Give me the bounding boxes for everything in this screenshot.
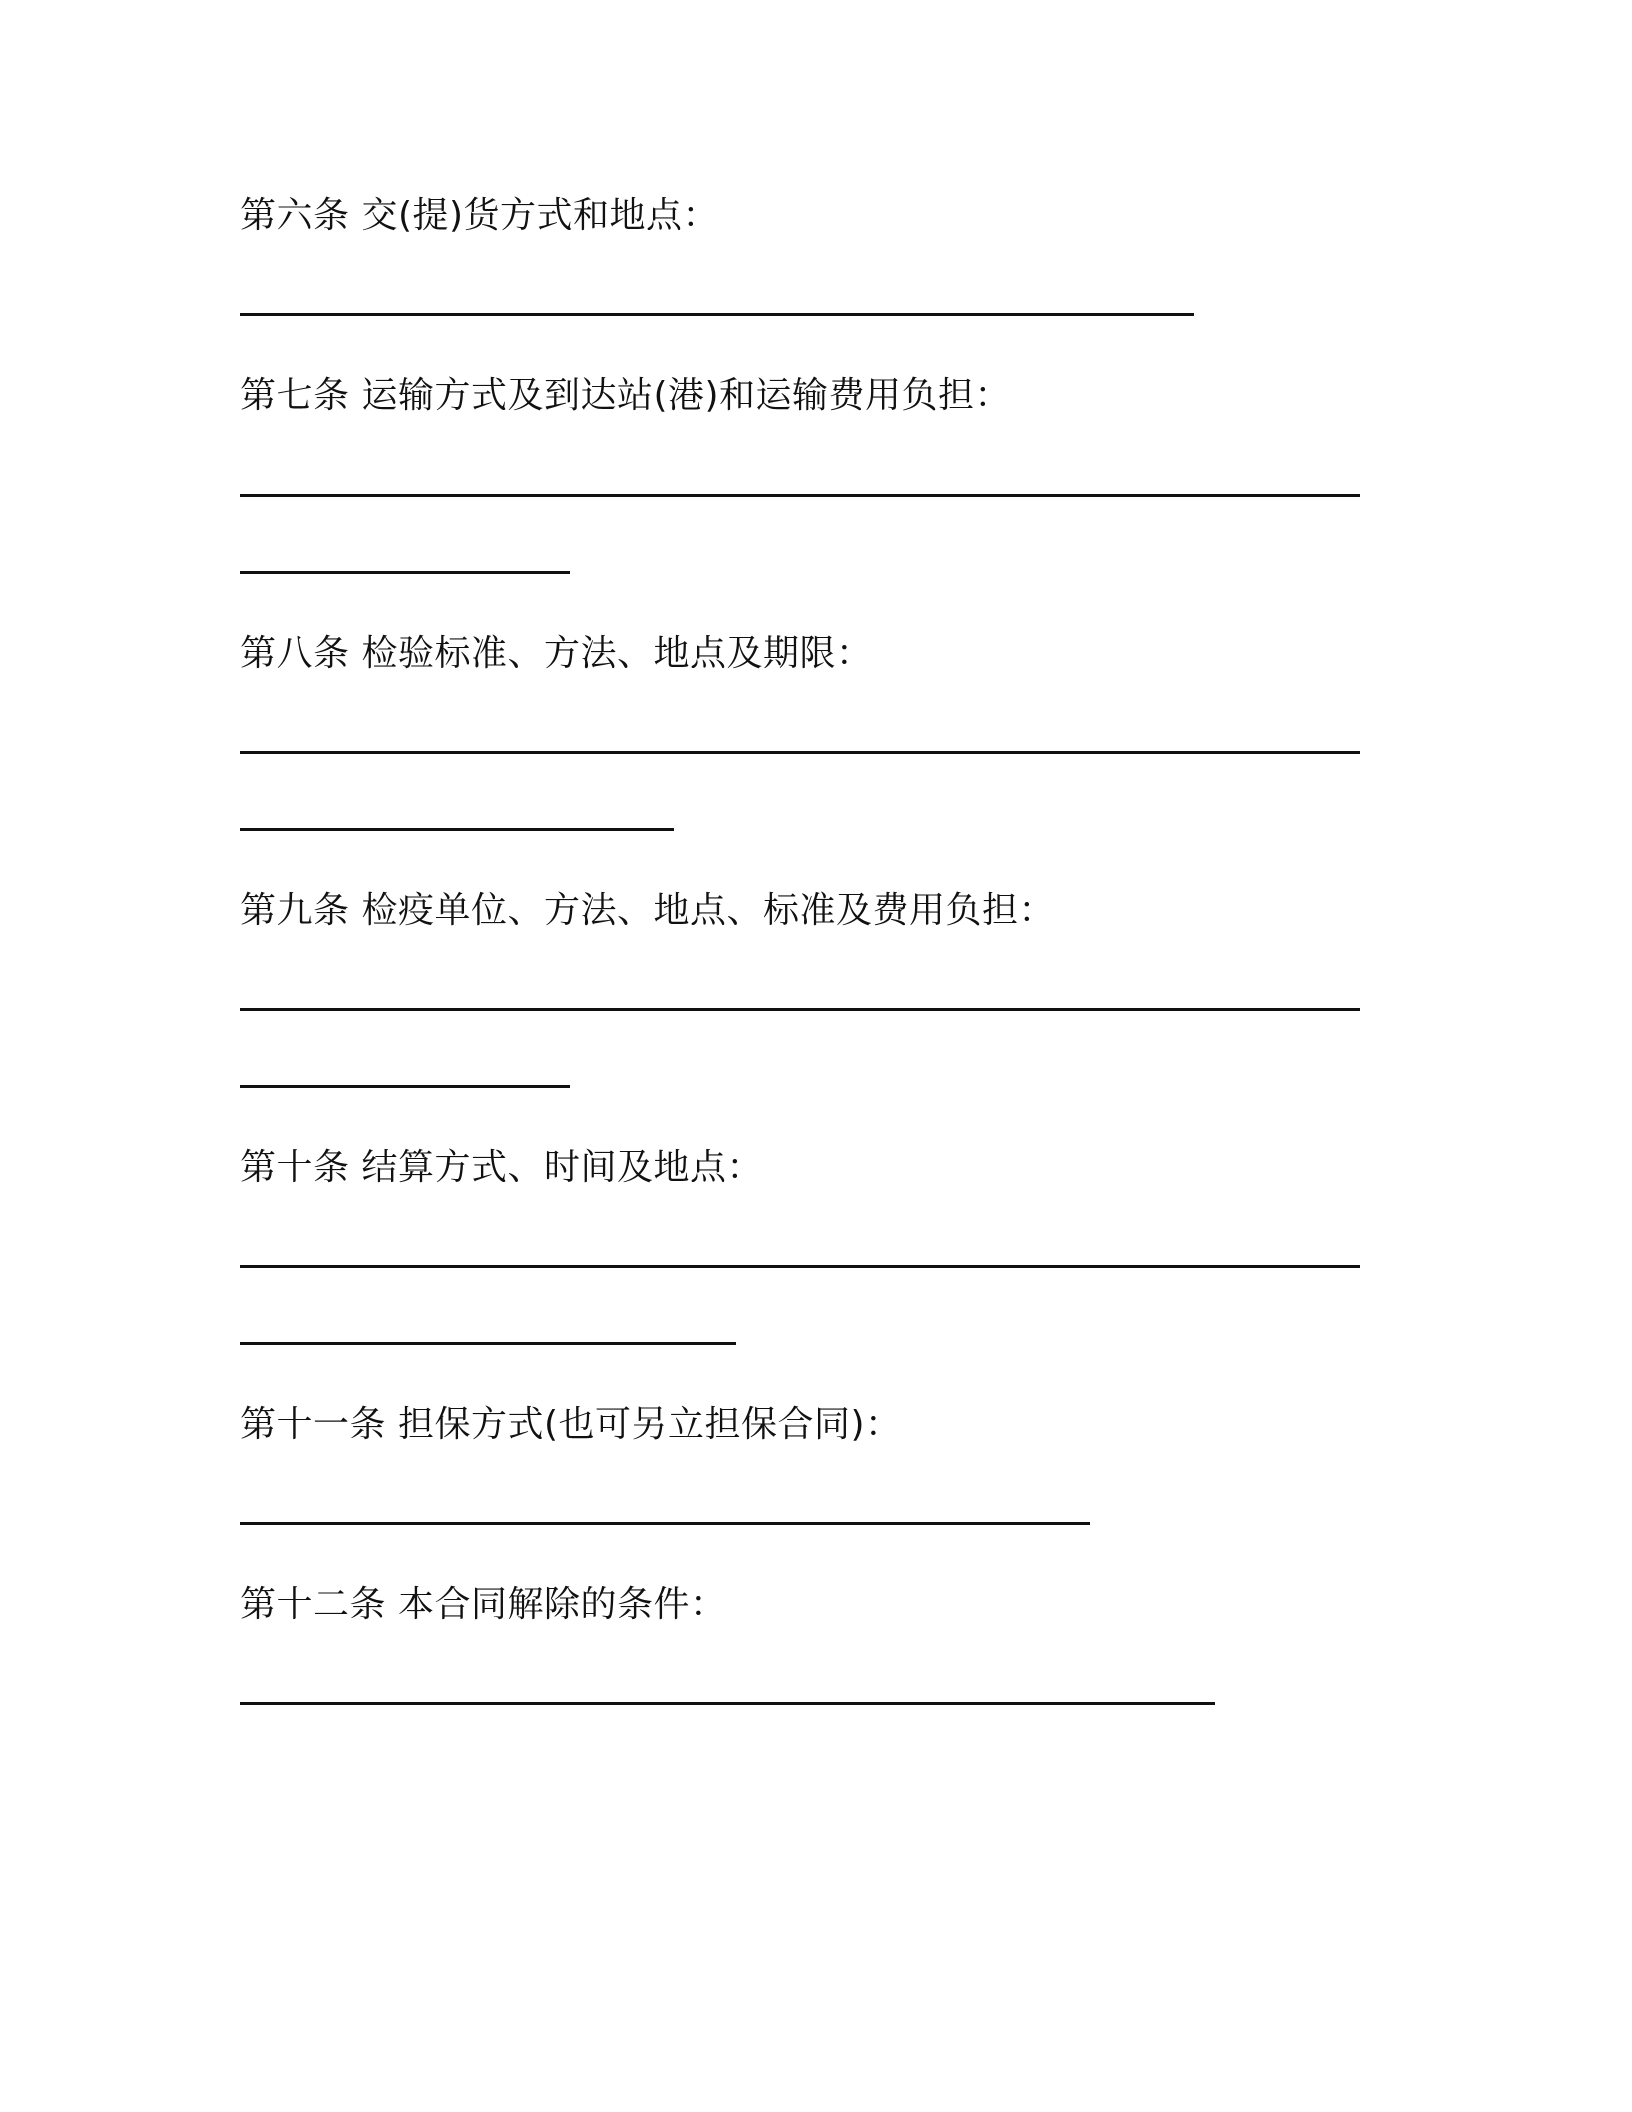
article-8-blank-line-2 xyxy=(240,828,674,831)
article-7-blank-line-1 xyxy=(240,494,1360,497)
article-7-blank-line-2 xyxy=(240,571,570,574)
article-10-blank-line-1 xyxy=(240,1265,1360,1268)
article-8-heading: 第八条 检验标准、方法、地点及期限： xyxy=(240,633,873,674)
article-12-heading: 第十二条 本合同解除的条件： xyxy=(240,1584,727,1625)
article-9-heading: 第九条 检疫单位、方法、地点、标准及费用负担： xyxy=(240,890,1055,931)
article-8-blank-line-1 xyxy=(240,751,1360,754)
article-7-heading: 第七条 运输方式及到达站(港)和运输费用负担： xyxy=(240,375,1012,416)
article-6-heading: 第六条 交(提)货方式和地点： xyxy=(240,195,720,236)
article-9-blank-line-1 xyxy=(240,1008,1360,1011)
article-10-heading: 第十条 结算方式、时间及地点： xyxy=(240,1147,763,1188)
article-9-blank-line-2 xyxy=(240,1085,570,1088)
article-11-heading: 第十一条 担保方式(也可另立担保合同)： xyxy=(240,1404,902,1445)
article-12-blank-line-1 xyxy=(240,1702,1215,1705)
article-11-blank-line-1 xyxy=(240,1522,1090,1525)
article-6-blank-line-1 xyxy=(240,313,1194,316)
article-10-blank-line-2 xyxy=(240,1342,736,1345)
